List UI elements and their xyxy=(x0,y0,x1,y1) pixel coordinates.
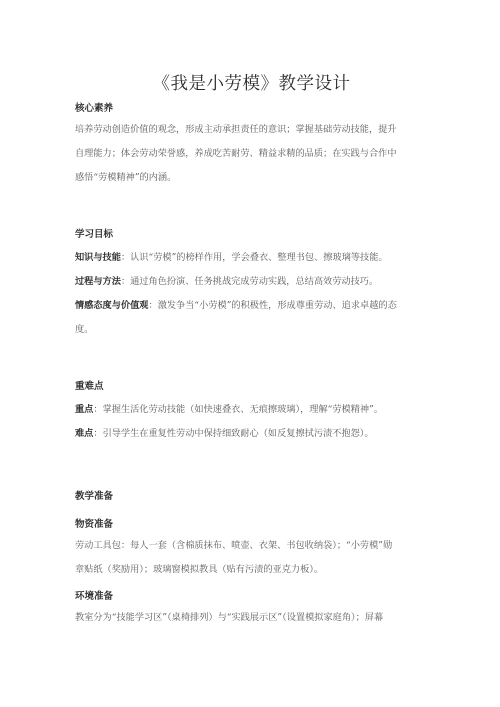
key-label: 重点 xyxy=(75,404,94,415)
goal-attitude-values-cont: 度。 xyxy=(75,324,94,335)
goal-process-methods xyxy=(75,270,440,294)
learning-goals-heading: 学习目标 xyxy=(75,229,114,240)
goal-text: 认识“劳模”的榜样作用，学会叠衣、整理书包、擦玻璃等技能。 xyxy=(130,252,388,263)
difficult-label: 难点 xyxy=(75,428,94,439)
environment-prep-heading: 环境准备 xyxy=(75,591,114,602)
goal-attitude-values xyxy=(75,294,440,318)
goal-label: 情感态度与价值观 xyxy=(75,300,149,311)
key-separator: ： xyxy=(93,404,103,415)
goal-text: 通过角色扮演、任务挑战完成劳动实践，总结高效劳动技巧。 xyxy=(130,276,379,287)
core-literacy-line: 培养劳动创造价值的观念，形成主动承担责任的意识；掌握基础劳动技能，提升 xyxy=(75,124,397,135)
key-text: 掌握生活化劳动技能（如快速叠衣、无痕擦玻璃），理解“劳模精神”。 xyxy=(102,404,383,415)
key-point xyxy=(75,398,440,422)
goal-label: 过程与方法 xyxy=(75,276,121,287)
environment-prep-line: 教室分为“技能学习区”（桌椅排列）与“实践展示区”（设置模拟家庭角）；屏幕 xyxy=(75,612,384,623)
teaching-prep-heading: 教学准备 xyxy=(75,491,114,502)
material-prep-line: 章贴纸（奖励用）；玻璃窗模拟教具（贴有污渍的亚克力板）。 xyxy=(75,564,324,575)
goal-separator: ： xyxy=(120,252,131,263)
goal-knowledge-skills xyxy=(75,246,440,270)
goal-separator: ： xyxy=(148,300,158,311)
difficult-separator: ： xyxy=(93,428,103,439)
core-literacy-heading: 核心素养 xyxy=(75,103,114,114)
key-difficult-section xyxy=(75,378,440,446)
key-difficult-heading: 重难点 xyxy=(75,381,104,392)
teaching-prep-section xyxy=(75,488,440,630)
core-literacy-line: 感悟“劳模精神”的内涵。 xyxy=(75,172,177,183)
goal-separator: ： xyxy=(120,276,131,287)
difficult-text: 引导学生在重复性劳动中保持细致耐心（如反复擦拭污渍不抱怨）。 xyxy=(102,428,374,439)
core-literacy-section xyxy=(75,100,440,190)
learning-goals-section xyxy=(75,226,440,342)
goal-label: 知识与技能 xyxy=(75,252,121,263)
core-literacy-line: 自理能力；体会劳动荣誉感，养成吃苦耐劳、精益求精的品质；在实践与合作中 xyxy=(75,148,397,159)
material-prep-heading: 物资准备 xyxy=(75,519,114,530)
goal-text: 激发争当“小劳模”的积极性，形成尊重劳动、追求卓越的态 xyxy=(157,300,397,311)
difficult-point xyxy=(75,422,440,446)
material-prep-line: 劳动工具包：每人一套（含棉质抹布、喷壶、衣架、书包收纳袋）；“小劳模”勋 xyxy=(75,540,393,551)
document-title: 《我是小劳模》教学设计 xyxy=(152,74,351,94)
